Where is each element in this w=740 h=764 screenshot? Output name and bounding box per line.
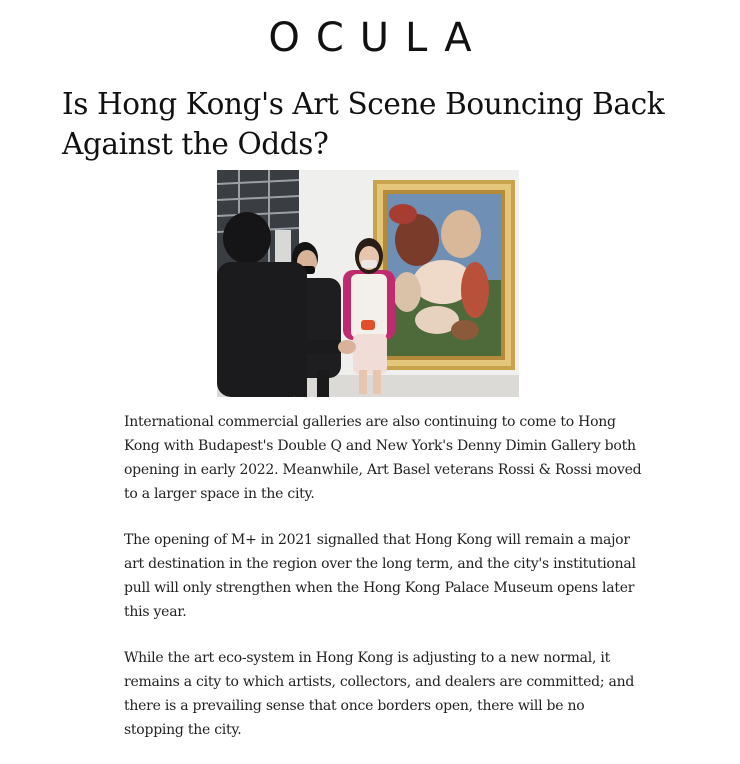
site-logo[interactable]: OCULA (268, 15, 488, 61)
article-paragraph: While the art eco-system in Hong Kong is adjusting to a new normal, it remains a city to which artists, collectors, and dealers are committed; and there is a prevailing sense that once borders open, there will be no stopping the city. (124, 650, 635, 738)
article-body (124, 410, 644, 764)
article-title: Is Hong Kong's Art Scene Bouncing Back Against the Odds? (62, 87, 665, 161)
article-photo (217, 170, 519, 397)
article-paragraph: The opening of M+ in 2021 signalled that Hong Kong will remain a major art destination in the region over the long term, and the city's institutional pull will only strengthen when the Hong Kong Palace Museum opens later this year. (124, 532, 636, 620)
article-paragraph: International commercial galleries are also continuing to come to Hong Kong with Budapest's Double Q and New York's Denny Dimin Gallery both opening in early 2022. Meanwhile, Art Basel veterans Rossi & Rossi moved to a larger space in the city. (124, 414, 642, 502)
art-fair-illustration (217, 170, 519, 397)
